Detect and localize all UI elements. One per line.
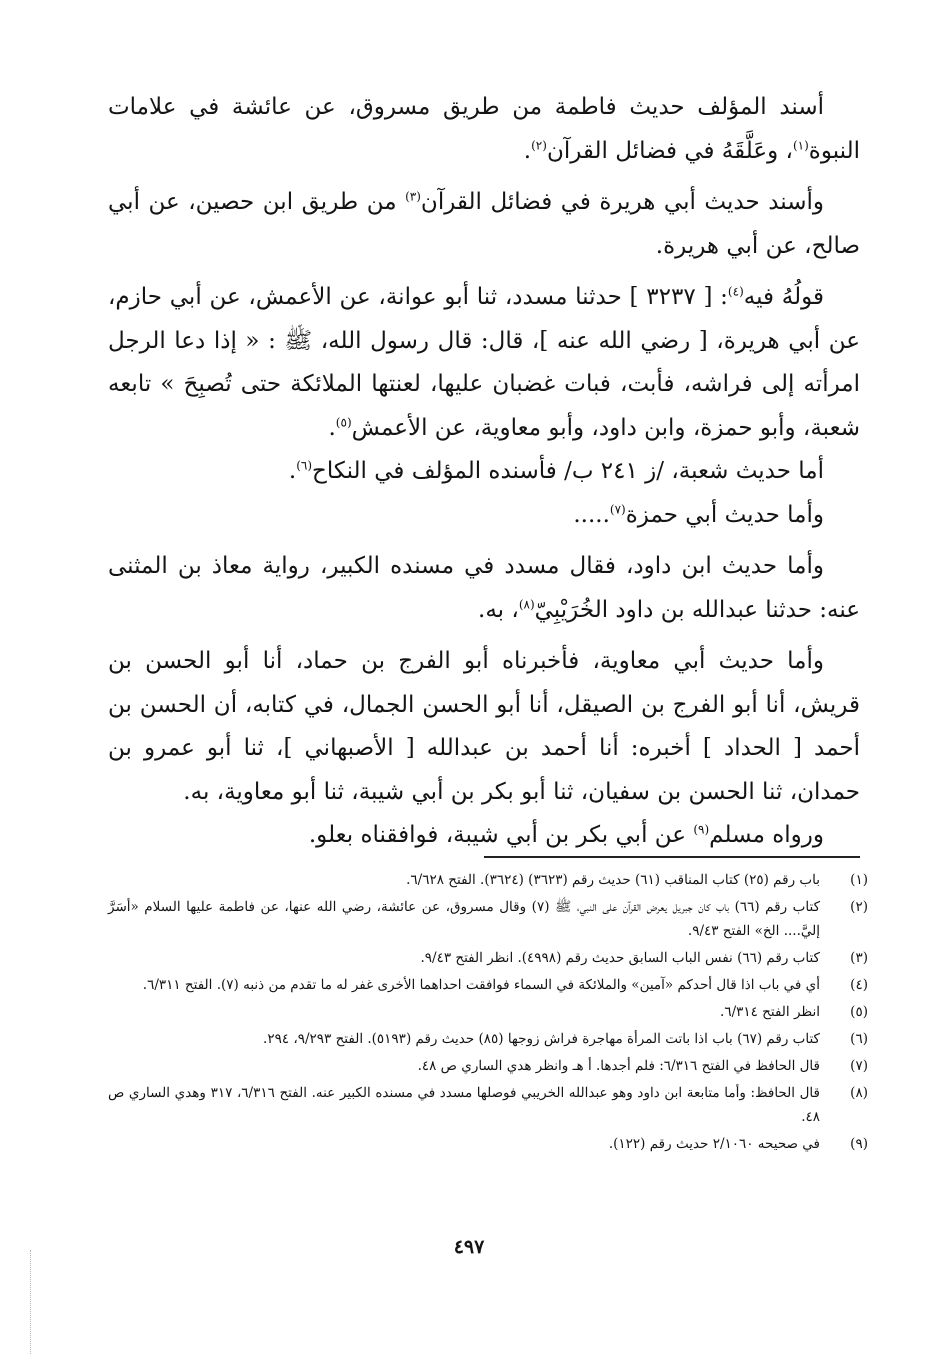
footnote-text: قال الحافظ: وأما متابعة ابن داود وهو عبدالله الخريبي فوصلها مسدد في مسنده الكبير عنه. الفتح ٦/٣١٦، ٣١٧ وهدي الساري ص ٤٨. [108,1085,820,1125]
footnote-ref[interactable]: (٨) [518,596,535,611]
footnote-number: (٥) [850,1004,868,1020]
footnote-text: كتاب رقم (٦٧) باب اذا باتت المرأة مهاجرة فراش زوجها (٨٥) حديث رقم (٥١٩٣). الفتح ٩/٢٩٣، ٢٩٤. [263,1031,820,1047]
footnote-text: انظر الفتح ٦/٣١٤. [720,1004,820,1020]
footnote [108,1081,868,1129]
paragraph [108,494,860,538]
text-run: وأما حديث ابن داود، فقال مسدد في مسنده الكبير، رواية معاذ بن المثنى عنه: حدثنا عبدالله بن داود الخُرَيْبِيّ [108,553,860,623]
footnote [108,1000,868,1024]
text-run: عن أبي بكر بن أبي شيبة، فوافقناه بعلو. [308,822,694,848]
footnote-text: أي في باب اذا قال أحدكم «آمين» والملائكة في السماء فوافقت احداهما الأخرى غفر له ما تقدم من ذنبه (٧). الفتح ٦/٣١١. [142,977,820,993]
text-run: ، به. [478,596,519,623]
paragraph [108,86,860,173]
footnote [108,1027,868,1051]
paragraph [108,276,860,450]
footnote-ref[interactable]: (٤) [727,284,744,299]
text-run: وأسند حديث أبي هريرة في فضائل القرآن [420,189,824,215]
footnote-ref[interactable]: (٢) [531,137,547,152]
paragraph: وأما حديث أبي معاوية، فأخبرناه أبو الفرج بن حماد، أنا أبو الحسن بن قريش، أنا أبو الفرج بن الصيقل، أنا أبو الحسن الجمال، في كتابه، أن الحسن بن أحمد [ الحداد ] أخبره: أنا أحمد بن عبدالله [ الأصبهاني ]، ثنا أبو عمرو بن حمدان، ثنا الحسن بن سفيان، ثنا أبو بكر بن أبي شيبة، ثنا أبو معاوية، به. [108,648,860,805]
footnote-number: (٣) [850,950,868,966]
text-run: ..... [573,501,610,528]
page-number: ٤٩٧ [453,1236,485,1258]
footnote-ref[interactable]: (٧) [609,501,626,516]
main-text [108,86,860,858]
text-run: . [328,414,336,441]
footnote-ref[interactable]: (٩) [693,822,710,837]
text-run: أسند المؤلف حديث فاطمة من طريق مسروق، عن عائشة في علامات النبوة [108,94,860,164]
footnote-number: (٧) [850,1058,868,1074]
paragraph [108,450,860,494]
footnote-ref[interactable]: (٥) [335,414,352,429]
text-run: قولُهُ فيه [743,284,824,310]
footnote-text: قال الحافظ في الفتح ٦/٣١٦: فلم أجدها. أ هـ وانظر هدي الساري ص ٤٨. [417,1058,820,1074]
footnote-number: (٦) [850,1031,868,1047]
text-run: . [288,458,297,484]
paragraph [108,545,860,632]
footnote [108,1132,868,1156]
footnote [108,946,868,970]
footnote-number: (٤) [850,977,868,993]
footnote [108,895,868,943]
footnote [108,868,868,892]
footnote-number: (٢) [850,899,868,915]
text-run: ، وعَلَّقَهُ في فضائل القرآن [546,137,793,164]
paragraph [108,814,860,858]
footnote [108,973,868,997]
footnote-text: باب رقم (٢٥) كتاب المناقب (٦١) حديث رقم (٣٦٢٣) (٣٦٢٤). الفتح ٦/٦٢٨. [406,872,820,888]
text-run: . [523,137,532,164]
footnote-ref[interactable]: (٦) [296,458,313,473]
footnote-text: في صحيحه ٢/١٠٦٠ حديث رقم (١٢٢). [608,1136,820,1152]
text-run: : [ ٣٢٣٧ ] حدثنا مسدد، ثنا أبو عوانة، عن الأعمش، عن أبي حازم، عن أبي هريرة، [ رضي الله عنه ]، قال: قال رسول الله، ﷺ : « إذا دعا الرجل امرأته إلى فراشه، فأبت، فبات غضبان عليها، لعنتها الملائكة حتى تُصبِحَ » تابعه شعبة، وأبو حمزة، وابن داود، وأبو معاوية، عن الأعمش [108,284,860,441]
footnote-number: (٩) [850,1136,868,1152]
footnote-number: (٨) [850,1085,868,1101]
paragraph [108,181,860,268]
footnote-ref[interactable]: (٣) [405,189,421,204]
footnote-ref[interactable]: (١) [792,137,809,152]
footnote-divider [484,856,860,858]
footnote-text: كتاب رقم (٦٦) باب كان جبريل يعرض القرآن على النبي، ﷺ (٧) وقال مسروق، عن عائشة، رضي الله عنها، عن فاطمة عليها السلام «أسَرَّ إليَّ.... الخ» الفتح ٩/٤٣. [108,899,821,939]
footnote-text: كتاب رقم (٦٦) نفس الباب السابق حديث رقم (٤٩٩٨). انظر الفتح ٩/٤٣. [420,950,820,966]
scan-edge-marks [30,1250,31,1354]
text-run: وأما حديث أبي حمزة [625,501,824,528]
footnote-number: (١) [850,872,868,888]
text-run: من طريق ابن حصين، عن أبي صالح، عن أبي هريرة. [108,189,860,259]
text-run: ورواه مسلم [709,822,824,848]
text-run: أما حديث شعبة، /ز ٢٤١ ب/ فأسنده المؤلف في النكاح [312,458,824,484]
footnotes [108,868,868,1159]
footnote [108,1054,868,1078]
